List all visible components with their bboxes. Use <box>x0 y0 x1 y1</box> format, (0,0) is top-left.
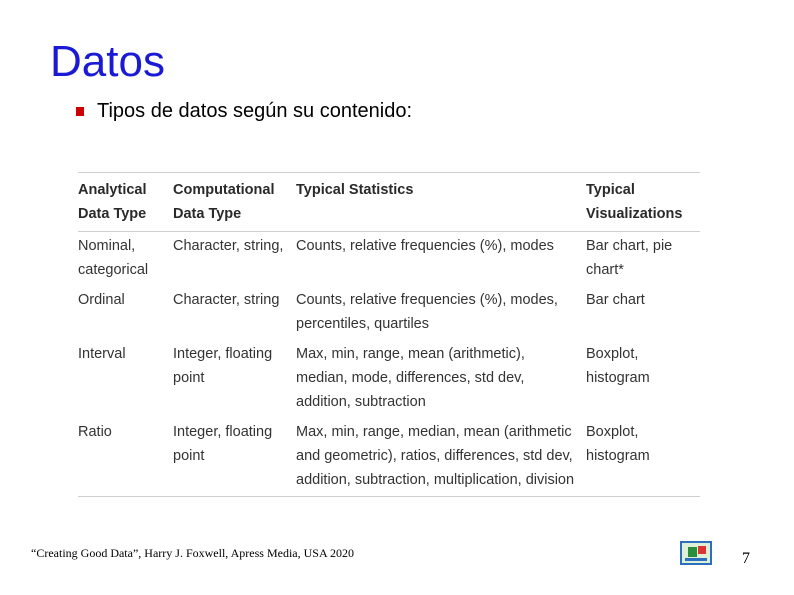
table-cell: Integer, floating point <box>173 346 273 386</box>
table-cell: Boxplot, histogram <box>586 346 650 386</box>
table-row <box>78 418 700 497</box>
table-cell: Interval <box>78 346 126 362</box>
table-row <box>78 340 700 418</box>
header-computational-data-type: Computational Data Type <box>173 173 296 232</box>
table-cell: Max, min, range, median, mean (arithmetic and geometric), ratios, differences, std dev, addition, subtraction, multiplication, division <box>296 424 575 488</box>
slide-title: Datos <box>50 37 165 86</box>
table-cell: Character, string, <box>173 238 284 254</box>
table-row <box>78 232 700 287</box>
table-cell: Counts, relative frequencies (%), modes <box>296 238 554 254</box>
bullet-item <box>76 100 412 123</box>
bullet-square-icon <box>76 107 84 116</box>
table-cell: Bar chart <box>586 292 645 308</box>
header-typical-visualizations: Typical Visualizations <box>586 173 700 232</box>
header-analytical-data-type: Analytical Data Type <box>78 173 173 232</box>
header-typical-statistics: Typical Statistics <box>296 173 586 232</box>
table-cell: Integer, floating point <box>173 424 273 464</box>
table-row <box>78 286 700 340</box>
table-cell: Counts, relative frequencies (%), modes, percentiles, quartiles <box>296 292 558 332</box>
table-cell: Bar chart, pie chart* <box>586 238 673 278</box>
data-types-table <box>78 172 700 497</box>
table-cell: Max, min, range, mean (arithmetic), median, mode, differences, std dev, addition, subtraction <box>296 346 525 410</box>
table-cell: Character, string <box>173 292 280 308</box>
footer-citation: “Creating Good Data”, Harry J. Foxwell, Apress Media, USA 2020 <box>31 546 354 560</box>
table-cell: Ratio <box>78 424 112 440</box>
table-cell: Nominal, categorical <box>78 238 149 278</box>
page-number: 7 <box>742 550 750 567</box>
table-header-row <box>78 173 700 232</box>
presentation-logo-icon <box>680 541 712 565</box>
table-cell: Ordinal <box>78 292 125 308</box>
table-cell: Boxplot, histogram <box>586 424 650 464</box>
bullet-text: Tipos de datos según su contenido: <box>97 100 413 122</box>
